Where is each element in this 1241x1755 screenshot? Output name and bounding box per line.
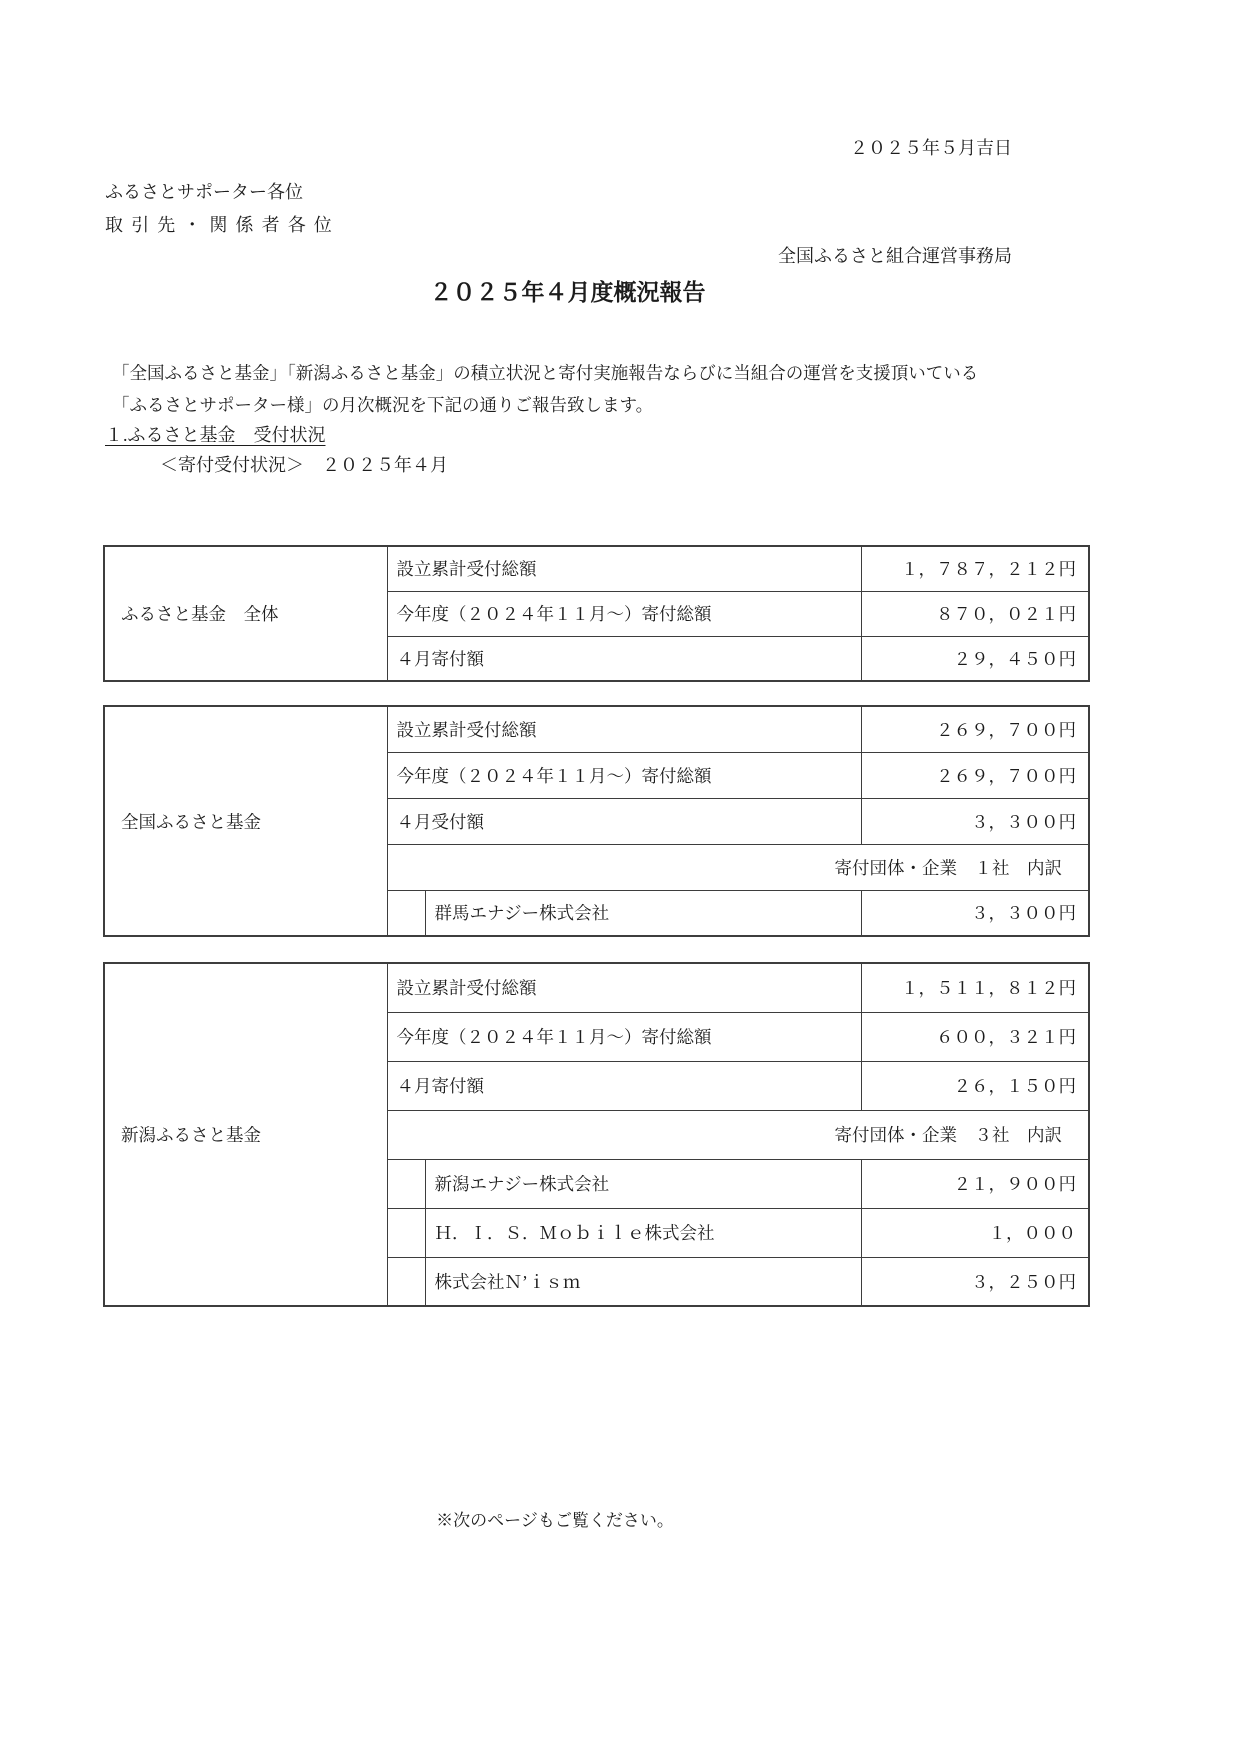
- amount-value: ６００，３２１円: [861, 1012, 1089, 1061]
- section-1-heading: １.ふるさと基金 受付状況: [105, 425, 326, 445]
- amount-value: ３，２５０円: [861, 1257, 1089, 1306]
- amount-value: ３，３００円: [861, 890, 1089, 936]
- fund-label: 全国ふるさと基金: [104, 706, 387, 936]
- amount-value: １，０００: [861, 1208, 1089, 1257]
- sender-organization: 全国ふるさと組合運営事務局: [778, 246, 1012, 266]
- item-label: 設立累計受付総額: [387, 963, 861, 1012]
- item-label: ４月受付額: [387, 798, 861, 844]
- footer-note: ※次のページもご覧ください。: [436, 1511, 674, 1530]
- table-row: [104, 963, 1089, 1012]
- item-label: ４月寄付額: [387, 636, 861, 681]
- amount-value: １，７８７，２１２円: [861, 546, 1089, 591]
- breakdown-header: 寄付団体・企業 １社 内訳: [387, 844, 1089, 890]
- company-name: Ｈ．Ｉ．Ｓ．Ｍｏｂｉｌｅ株式会社: [425, 1208, 861, 1257]
- breakdown-header: 寄付団体・企業 ３社 内訳: [387, 1110, 1089, 1159]
- amount-value: ２６９，７００円: [861, 706, 1089, 752]
- indent-spacer-cell: [387, 1257, 425, 1306]
- amount-value: ３，３００円: [861, 798, 1089, 844]
- item-label: 今年度（２０２４年１１月～）寄付総額: [387, 1012, 861, 1061]
- amount-value: ２６９，７００円: [861, 752, 1089, 798]
- fund-label: ふるさと基金 全体: [104, 546, 387, 681]
- company-name: 群馬エナジー株式会社: [425, 890, 861, 936]
- amount-value: ２９，４５０円: [861, 636, 1089, 681]
- section-1-subheading: ＜寄付受付状況＞ ２０２５年４月: [160, 455, 448, 475]
- table-row: [104, 546, 1089, 591]
- item-label: 今年度（２０２４年１１月～）寄付総額: [387, 591, 861, 636]
- table-zenkoku-furusato-fund: [103, 705, 1090, 937]
- table-row: [104, 706, 1089, 752]
- document-date: ２０２５年５月吉日: [850, 138, 1012, 158]
- company-name: 新潟エナジー株式会社: [425, 1159, 861, 1208]
- indent-spacer-cell: [387, 1208, 425, 1257]
- intro-paragraph-line-1: 「全国ふるさと基金」「新潟ふるさと基金」の積立状況と寄付実施報告ならびに当組合の運営を支援頂いている: [112, 363, 979, 383]
- amount-value: １，５１１，８１２円: [861, 963, 1089, 1012]
- document-title: ２０２５年４月度概況報告: [429, 280, 706, 305]
- indent-spacer-cell: [387, 1159, 425, 1208]
- intro-paragraph-line-2: 「ふるさとサポーター様」の月次概況を下記の通りご報告致します。: [112, 395, 654, 415]
- item-label: ４月寄付額: [387, 1061, 861, 1110]
- item-label: 設立累計受付総額: [387, 546, 861, 591]
- amount-value: ２１，９００円: [861, 1159, 1089, 1208]
- amount-value: ８７０，０２１円: [861, 591, 1089, 636]
- item-label: 今年度（２０２４年１１月～）寄付総額: [387, 752, 861, 798]
- recipient-line-partners: 取引先・関係者各位: [105, 215, 340, 235]
- fund-label: 新潟ふるさと基金: [104, 963, 387, 1306]
- company-name: 株式会社Ｎ’ｉｓｍ: [425, 1257, 861, 1306]
- item-label: 設立累計受付総額: [387, 706, 861, 752]
- table-niigata-furusato-fund: [103, 962, 1090, 1307]
- recipient-line-supporters: ふるさとサポーター各位: [105, 182, 303, 202]
- indent-spacer-cell: [387, 890, 425, 936]
- table-furusato-fund-total: [103, 545, 1090, 682]
- amount-value: ２６，１５０円: [861, 1061, 1089, 1110]
